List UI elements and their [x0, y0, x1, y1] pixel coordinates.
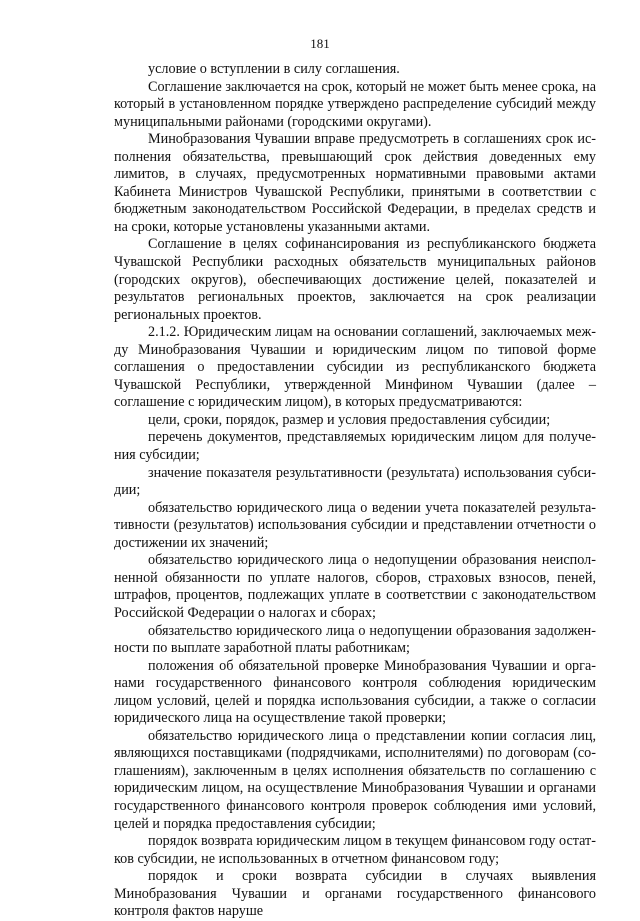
paragraph-legal-entities: 2.1.2. Юридическим лицам на основании соглашений, заключаемых между Минобразования Чувашии и юридическим лицом по типовой форме соглашения о предоставлении субсидии из республиканского бюджета Чувашской Республики, утвержденной Минфином Чувашии (далее – соглашение с юридическим лицом), в которых предусматриваются:: [114, 324, 596, 411]
paragraph-tax-obligations: обязательство юридического лица о недопущении образования неисполненной обязанности по уплате налогов, сборов, страховых взносов, пеней, штрафов, процентов, подлежащих уплате в соответствии с законодательством Российской Федерации о налогах и сборах;: [114, 552, 596, 621]
paragraph-goals-terms: цели, сроки, порядок, размер и условия предоставления субсидии;: [148, 411, 551, 428]
page-number: 181: [310, 36, 330, 51]
paragraph-performance-indicator: значение показателя результативности (результата) использования субсидии;: [114, 464, 596, 499]
paragraph-supplier-consent: обязательство юридического лица о представлении копии согласия лиц, являющихся поставщиками (подрядчиками, исполнителями) по договорам (соглашениям), заключенным в целях исполнения обязательств по соглашению с юридическим лицом, на осуществление Минобразования Чувашии и органами государственного финансового контроля проверок соблюдения ими условий, целей и порядка предоставления субсидии;: [114, 727, 596, 832]
paragraph-cofinancing-agreement: Соглашение в целях софинансирования из республиканского бюджета Чувашской Республики расходных обязательств муниципальных районов (городских округов), обеспечивающих достижение целей, показателей и результатов региональных проектов, заключается на срок реализации региональных проектов.: [114, 236, 596, 323]
paragraph-obligation-term: Минобразования Чувашии вправе предусмотреть в соглашениях срок исполнения обязательства, превышающий срок действия доведенных ему лимитов, в случаях, предусмотренных нормативными правовыми актами Кабинета Министров Чувашской Республики, принятыми в соответствии с бюджетным законодательством Российской Федерации, в пределах средств и на сроки, которые установлены указанными актами.: [114, 131, 596, 235]
paragraph-indicator-accounting: обязательство юридического лица о ведении учета показателей результативности (результатов) использования субсидии и представлении отчетности о достижении их значений;: [114, 499, 596, 551]
paragraph-violation-return: порядок и сроки возврата субсидии в случаях выявления Минобразования Чувашии и органами государственного финансового контроля фактов наруше: [114, 868, 596, 920]
paragraph-mandatory-audit: положения об обязательной проверке Минобразования Чувашии и органами государственного финансового контроля соблюдения юридическим лицом условий, целей и порядка использования субсидии, а также о согласии юридического лица на осуществление такой проверки;: [114, 657, 596, 727]
paragraph-wage-arrears: обязательство юридического лица о недопущении образования задолженности по выплате заработной платы работникам;: [114, 622, 596, 657]
document-body: [114, 61, 596, 921]
paragraph-documents-list: перечень документов, представляемых юридическим лицом для получения субсидии;: [114, 429, 596, 464]
paragraph-balance-return: порядок возврата юридическим лицом в текущем финансовом году остатков субсидии, не использованных в отчетном финансовом году;: [114, 833, 596, 867]
paragraph-agreement-term: Соглашение заключается на срок, который не может быть менее срока, на который в установленном порядке утверждено распределение субсидий между муниципальными районами (городскими округами).: [114, 78, 596, 130]
paragraph-entry-into-force: условие о вступлении в силу соглашения.: [148, 61, 400, 77]
